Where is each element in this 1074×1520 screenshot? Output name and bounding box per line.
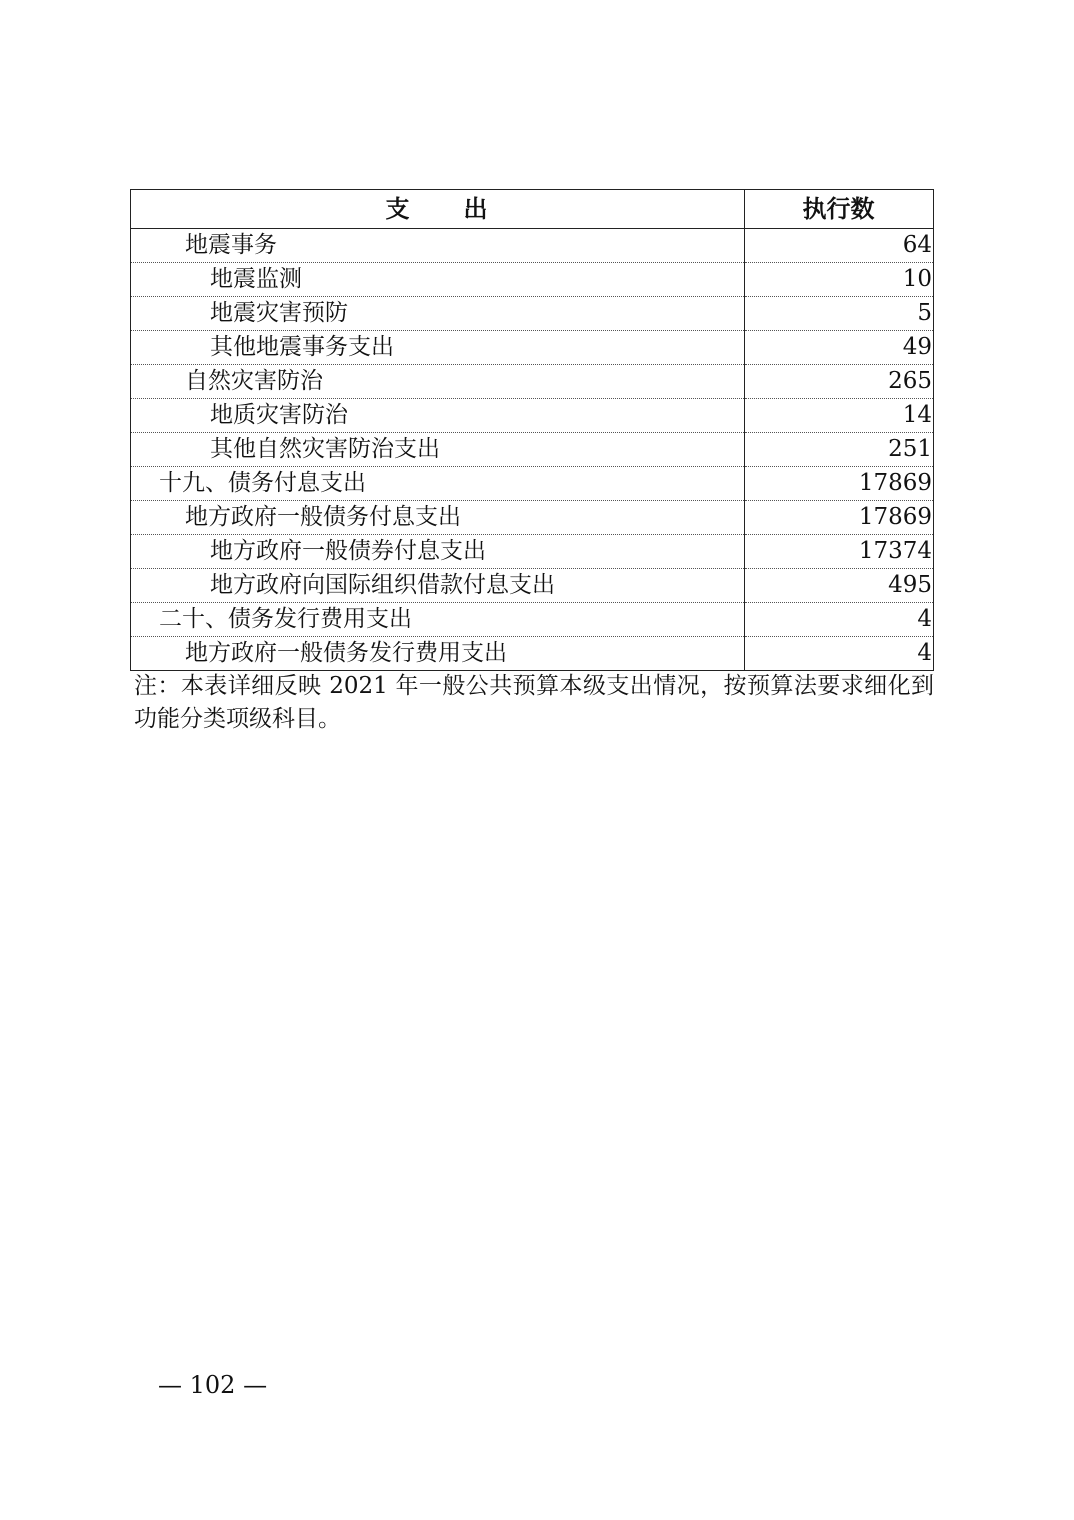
row-value: 265 xyxy=(745,365,934,399)
row-value: 251 xyxy=(745,433,934,467)
table-row xyxy=(131,637,934,671)
table-row xyxy=(131,501,934,535)
table-row xyxy=(131,399,934,433)
table-row xyxy=(131,433,934,467)
row-value: 4 xyxy=(745,637,934,671)
table-row xyxy=(131,331,934,365)
row-label: 地震灾害预防 xyxy=(131,297,745,331)
row-label: 自然灾害防治 xyxy=(131,365,745,399)
row-label: 十九、债务付息支出 xyxy=(131,467,745,501)
table-row xyxy=(131,569,934,603)
page-number: — 102 — xyxy=(158,1371,268,1399)
row-value: 17374 xyxy=(745,535,934,569)
row-label: 地方政府一般债务发行费用支出 xyxy=(131,637,745,671)
row-value: 64 xyxy=(745,229,934,263)
table-header-row xyxy=(131,190,934,229)
expenditure-table xyxy=(130,189,934,671)
table-body xyxy=(131,229,934,671)
table-row xyxy=(131,535,934,569)
row-value: 14 xyxy=(745,399,934,433)
row-value: 17869 xyxy=(745,501,934,535)
row-label: 地方政府一般债务付息支出 xyxy=(131,501,745,535)
table-row xyxy=(131,603,934,637)
row-label: 地震事务 xyxy=(131,229,745,263)
table-row xyxy=(131,365,934,399)
header-expenditure: 支 出 xyxy=(131,190,745,229)
row-label: 地方政府向国际组织借款付息支出 xyxy=(131,569,745,603)
row-label: 地质灾害防治 xyxy=(131,399,745,433)
row-value: 10 xyxy=(745,263,934,297)
row-label: 地震监测 xyxy=(131,263,745,297)
row-label: 其他自然灾害防治支出 xyxy=(131,433,745,467)
row-label: 地方政府一般债券付息支出 xyxy=(131,535,745,569)
row-label: 其他地震事务支出 xyxy=(131,331,745,365)
table-note: 注：本表详细反映 2021 年一般公共预算本级支出情况，按预算法要求细化到功能分类项级科目。 xyxy=(134,673,934,732)
row-value: 49 xyxy=(745,331,934,365)
row-value: 4 xyxy=(745,603,934,637)
table-row xyxy=(131,263,934,297)
row-value: 17869 xyxy=(745,467,934,501)
header-execution-amount: 执行数 xyxy=(745,190,934,229)
table-row xyxy=(131,467,934,501)
table-row xyxy=(131,229,934,263)
row-value: 5 xyxy=(745,297,934,331)
table-row xyxy=(131,297,934,331)
row-label: 二十、债务发行费用支出 xyxy=(131,603,745,637)
row-value: 495 xyxy=(745,569,934,603)
